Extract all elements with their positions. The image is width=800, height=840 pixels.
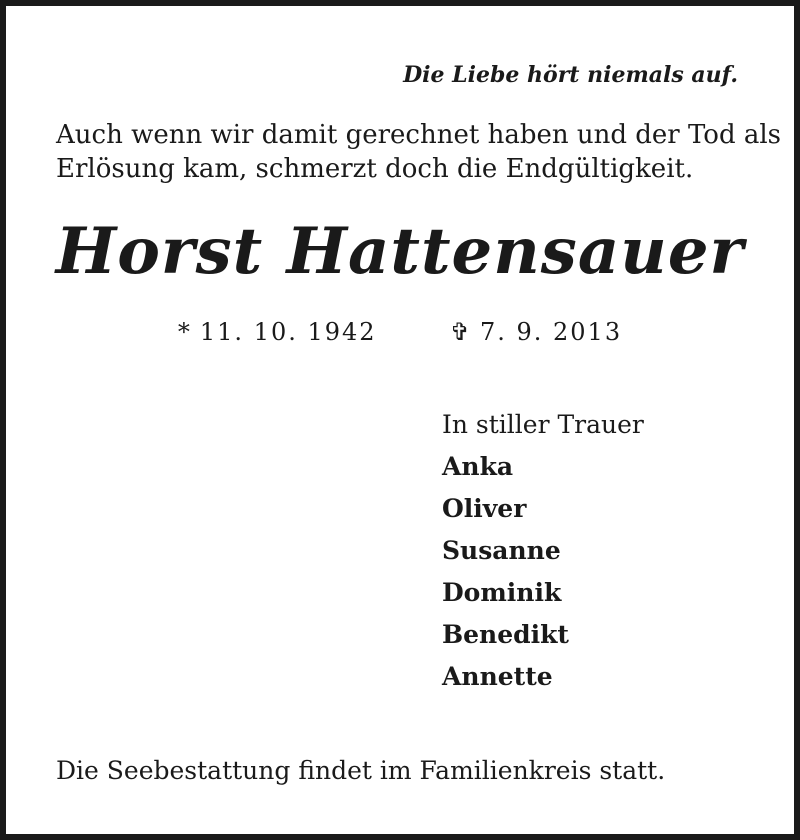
- mourner-name: Oliver: [442, 494, 527, 523]
- intro-text: [56, 118, 782, 186]
- mourner-name: Susanne: [442, 536, 561, 565]
- mourner-name: Anka: [442, 452, 514, 481]
- death-date: 7. 9. 2013: [479, 318, 623, 346]
- mourners-block: [442, 404, 644, 698]
- death-date-group: [450, 318, 622, 346]
- deceased-name: Horst Hattensauer: [55, 214, 745, 289]
- motto: Die Liebe hört niemals auf.: [403, 62, 738, 88]
- mourner-name: Benedikt: [442, 620, 569, 649]
- mourning-heading: In stiller Trauer: [442, 410, 644, 439]
- birth-date: 11. 10. 1942: [199, 318, 377, 346]
- birth-date-group: [178, 318, 377, 346]
- birth-star-icon: *: [177, 318, 192, 346]
- cross-icon: ✞: [449, 318, 472, 346]
- life-dates: [6, 318, 794, 346]
- mourner-name: Annette: [442, 662, 553, 691]
- mourner-name: Dominik: [442, 578, 562, 607]
- funeral-info: Die Seebestattung findet im Familienkreis statt.: [56, 756, 666, 785]
- intro-line: Erlösung kam, schmerzt doch die Endgültigkeit.: [56, 154, 694, 184]
- intro-line: Auch wenn wir damit gerechnet haben und der Tod als: [56, 120, 782, 150]
